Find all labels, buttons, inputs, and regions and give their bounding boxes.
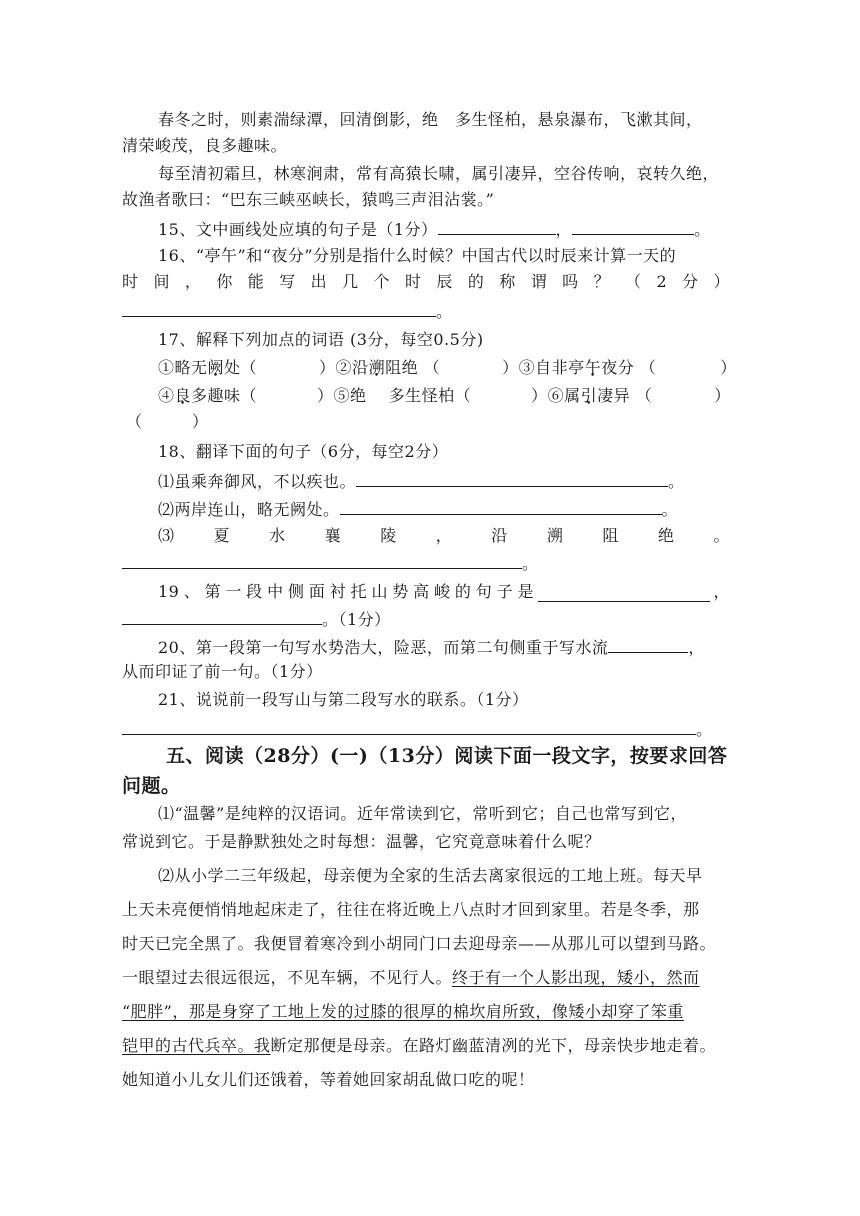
spaced-char: 你: [216, 272, 233, 291]
spaced-char: 辰: [436, 272, 453, 291]
spaced-char: 时: [122, 272, 139, 291]
answer-blank[interactable]: [122, 718, 696, 735]
spaced-char: 襄: [324, 526, 342, 545]
spaced-char: 一: [225, 582, 242, 601]
answer-blank[interactable]: [122, 552, 522, 569]
spaced-char: 时: [404, 272, 422, 291]
spaced-char: 高: [413, 582, 430, 601]
spaced-char: 谓: [530, 272, 548, 291]
question-text: 20、第一段第一句写水势浩大，险恶，而第二句侧重于写水流: [158, 638, 609, 657]
spaced-char: 第: [204, 582, 222, 601]
item-text: ）⑥属: [531, 386, 581, 405]
spaced-char: 能: [247, 272, 265, 291]
question-20-line2: 从而印证了前一句。（1分）: [122, 662, 323, 681]
passage-line: 故渔者歌曰：“巴东三峡巫峡长，猿鸣三声泪沾裳。”: [122, 190, 495, 209]
spaced-char: 托: [350, 582, 368, 601]
answer-blank[interactable]: [356, 470, 668, 487]
spaced-char: 。: [713, 526, 730, 545]
answer-blank[interactable]: [122, 608, 322, 625]
section-5-heading-cont: 问题。: [122, 775, 181, 797]
dotted-word: 阙: [207, 358, 225, 377]
spaced-char: 个: [373, 272, 391, 291]
spaced-char: 水: [269, 526, 286, 545]
question-18-s1: [158, 470, 685, 492]
spaced-char: （: [625, 272, 642, 291]
question-17-row3: （ ）: [126, 412, 209, 431]
spaced-char: 中: [267, 582, 284, 601]
question-18-title: 18、翻译下面的句子（6分，每空2分）: [158, 442, 449, 461]
sentence-text: ⑵两岸连山，略无阙处。: [158, 500, 340, 519]
reading-p2-line: 她知道小儿女儿们还饿着，等着她回家胡乱做口吃的呢！: [122, 1070, 535, 1089]
question-21: 21、说说前一段写山与第二段写水的联系。（1分）: [158, 690, 529, 709]
spaced-char: 峻: [434, 582, 451, 601]
spaced-char: 面: [308, 582, 326, 601]
period: 。: [661, 500, 679, 519]
spaced-char: 分: [682, 272, 699, 291]
question-17-row2: [158, 386, 731, 406]
spaced-char: 势: [392, 582, 409, 601]
spaced-char: 句: [475, 582, 493, 601]
item-text: 多趣味（: [191, 386, 258, 405]
item-text: ④: [158, 386, 175, 405]
question-18-s3: [158, 526, 730, 546]
passage-line: 清荣峻茂，良多趣味。: [122, 136, 288, 155]
item-text: ①略无: [158, 358, 208, 377]
reading-p1-line: ⑴“温馨”是纯粹的汉语词。近年常读到它，常听到它；自己也常写到它，: [158, 804, 687, 823]
reading-p2-line-underlined: “肥胖”，那是身穿了工地上发的过膝的很厚的棉坎肩所致，像矮小却穿了笨重: [122, 1002, 684, 1021]
spaced-char: 的: [454, 582, 472, 601]
spaced-char: 段: [246, 582, 263, 601]
item-text: ）②沿: [319, 358, 369, 377]
spaced-char: 侧: [288, 582, 305, 601]
section-5-heading: 五、阅读（28分）(一)（13分）阅读下面一段文字，按要求回答: [166, 745, 728, 767]
answer-blank[interactable]: [122, 300, 436, 317]
question-19-line1: [158, 582, 730, 602]
spaced-char: 夏: [213, 526, 231, 545]
item-text: 阻绝 （: [385, 358, 441, 377]
spaced-char: 陵: [380, 526, 397, 545]
item-text: 处（: [224, 358, 258, 377]
answer-blank[interactable]: [340, 498, 662, 515]
spaced-char: ，: [435, 526, 453, 545]
period: 。: [436, 302, 453, 321]
question-16-line2: [122, 272, 730, 292]
score-note: 。（1分）: [322, 610, 391, 629]
passage-line: 每至清初霜旦，林寒涧肃，常有高猿长啸，属引凄异，空谷传响，哀转久绝，: [158, 164, 720, 183]
spaced-char: 间: [153, 272, 170, 291]
question-15-text: 15、文中画线处应填的句子是（1分）: [158, 220, 438, 239]
spaced-char: 溯: [546, 526, 564, 545]
reading-p2-line: 上天未亮便悄悄地起床走了，往往在将近晚上八点时才回到家里。若是冬季，那: [122, 900, 700, 919]
spaced-char: 衬: [329, 582, 347, 601]
spaced-char: 阻: [602, 526, 619, 545]
spaced-char: 出: [310, 272, 328, 291]
item-text: 凄异 （: [597, 386, 653, 405]
dotted-word: 溯: [368, 358, 386, 377]
answer-blank[interactable]: [572, 218, 694, 235]
spaced-char: 是: [517, 582, 534, 601]
spaced-char: 子: [496, 582, 514, 601]
plain-text: 断定那便是母亲。在路灯幽蓝清冽的光下，母亲快步地走着。: [270, 1036, 717, 1055]
reading-p2-line: ⑵从小学二三年级起，母亲便为全家的生活去离家很远的工地上班。每天早: [158, 866, 703, 885]
spaced-char: 沿: [491, 526, 508, 545]
passage-line: 春冬之时，则素湍绿潭，回清倒影，绝 多生怪柏，悬泉瀑布，飞漱其间，: [158, 110, 703, 129]
answer-blank[interactable]: [438, 218, 556, 235]
comma: ，: [555, 220, 573, 239]
question-19-text: [158, 582, 534, 602]
question-18-s3-answer: [122, 552, 539, 574]
spaced-char: 2: [656, 272, 668, 291]
period: 。: [668, 472, 685, 491]
answer-blank[interactable]: [608, 636, 688, 653]
period: 。: [696, 720, 713, 739]
sentence-text: ⑴虽乘奔御风，不以疾也。: [158, 472, 357, 491]
question-19-line2: [122, 608, 391, 630]
reading-p2-line: [122, 1036, 716, 1056]
spaced-char: 、: [183, 582, 201, 601]
item-text: ）: [720, 358, 737, 377]
plain-text: 一眼望过去很远很远，不见车辆，不见行人。: [122, 968, 453, 987]
spaced-char: ？: [593, 272, 611, 291]
question-16-line1: 16、“亭午”和“夜分”分别是指什么时候？中国古代以时辰来计算一天的: [158, 246, 677, 265]
spaced-char: 称: [499, 272, 516, 291]
comma: ，: [688, 638, 705, 657]
spaced-char: ）: [713, 272, 730, 291]
question-18-s2: [158, 498, 678, 520]
item-text: ）⑤绝 多生怪柏（: [317, 386, 472, 405]
question-21-answer: [122, 718, 713, 740]
dotted-word: 良: [174, 386, 192, 405]
spaced-char: ，: [184, 272, 202, 291]
spaced-char: 山: [371, 582, 388, 601]
spaced-char: 几: [342, 272, 359, 291]
question-20-line1: [158, 636, 705, 658]
spaced-char: ⑶: [158, 526, 175, 545]
reading-p2-line: [122, 968, 700, 988]
reading-p2-line: 时天已完全黑了。我便冒着寒冷到小胡同门口去迎母亲——从那儿可以望到马路。: [122, 934, 717, 953]
comma: ，: [713, 582, 730, 601]
item-text: ）: [714, 386, 731, 405]
period: 。: [522, 554, 539, 573]
spaced-char: 的: [467, 272, 485, 291]
item-text: ）③自非亭: [502, 358, 585, 377]
reading-p1-line: 常说到它。于是静默独处之时每想：温馨，它究竟意味着什么呢？: [122, 832, 601, 851]
spaced-char: 吗: [562, 272, 579, 291]
spaced-char: 绝: [657, 526, 675, 545]
underlined-text: 终于有一个人影出现，矮小，然而: [452, 968, 700, 987]
spaced-char: 写: [279, 272, 296, 291]
item-text: 夜分 （: [601, 358, 657, 377]
underlined-text: 铠甲的古代兵卒。我: [122, 1036, 271, 1055]
dotted-word: 午: [584, 358, 602, 377]
question-17-row1: [158, 358, 737, 378]
answer-blank[interactable]: [538, 585, 710, 602]
period: 。: [694, 220, 711, 239]
question-17-title: 17、解释下列加点的词语 (3分，每空0.5分): [158, 330, 484, 349]
question-16-answer: [122, 300, 453, 322]
dotted-word: 引: [580, 386, 598, 405]
spaced-char: 19: [158, 582, 180, 601]
question-15: [158, 218, 711, 240]
